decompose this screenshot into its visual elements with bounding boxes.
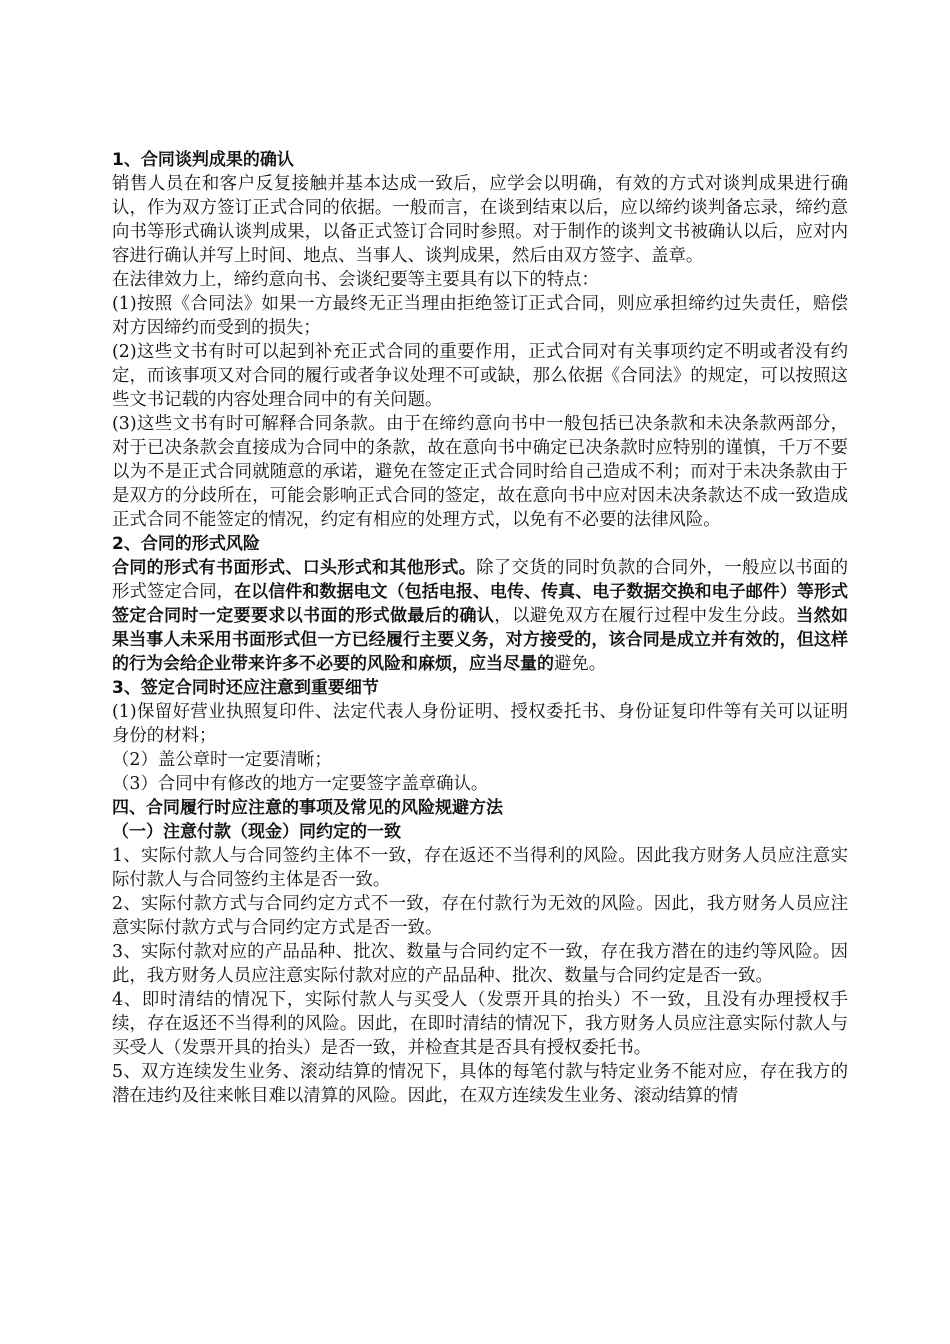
list-item: 5、双方连续发生业务、滚动结算的情况下，具体的每笔付款与特定业务不能对应，存在我方的潜在违约及往来帐目难以清算的风险。因此，在双方连续发生业务、滚动结算的情 [112,1062,848,1106]
document-body [112,148,848,1108]
list-item: (1)保留好营业执照复印件、法定代表人身份证明、授权委托书、身份证复印件等有关可以证明身份的材料； [112,702,848,746]
section-heading-3: 3、签定合同时还应注意到重要细节 [112,678,379,698]
paragraph: 销售人员在和客户反复接触并基本达成一致后，应学会以明确，有效的方式对谈判成果进行确认，作为双方签订正式合同的依据。一般而言，在谈到结束以后，应以缔约谈判备忘录，缔约意向书等形式确认谈判成果，以备正式签订合同时参照。对于制作的谈判文书被确认以后，应对内容进行确认并写上时间、地点、当事人、谈判成果，然后由双方签字、盖章。 [112,174,848,266]
bold-run: 当然如果当事人未采用书面形式但一方已经履行主要义务，对方接受的，该合同是成立并有效的，但这样的行为会给企业带来许多不必要的风险和麻烦，应当尽量的 [112,606,848,674]
paragraph [112,556,848,676]
text-run: ，以避免双方在履行过程中发生分歧。 [494,606,797,626]
list-item: 1、实际付款人与合同签约主体不一致，存在返还不当得利的风险。因此我方财务人员应注意实际付款人与合同签约主体是否一致。 [112,846,848,890]
list-item: 2、实际付款方式与合同约定方式不一致，存在付款行为无效的风险。因此，我方财务人员应注意实际付款方式与合同约定方式是否一致。 [112,894,848,938]
list-item: 4、即时清结的情况下，实际付款人与买受人（发票开具的抬头）不一致，且没有办理授权手续，存在返还不当得利的风险。因此，在即时清结的情况下，我方财务人员应注意实际付款人与买受人（发票开具的抬头）是否一致，并检查其是否具有授权委托书。 [112,990,848,1058]
text-run: 避免。 [554,654,607,674]
section-heading-2: 2、合同的形式风险 [112,534,260,554]
section-heading-1: 1、合同谈判成果的确认 [112,150,294,170]
list-item: （2）盖公章时一定要清晰； [112,750,332,770]
bold-run: 在以信件和数据电文（包括电报、电传、传真、电子数据交换和电子邮件）等形式签定合同时一定要要求以书面的形式做最后的确认 [112,582,848,626]
list-item: (2)这些文书有时可以起到补充正式合同的重要作用，正式合同对有关事项约定不明或者没有约定，而该事项又对合同的履行或者争议处理不可或缺，那么依据《合同法》的规定，可以按照这些文书记载的内容处理合同中的有关问题。 [112,342,848,410]
subsection-heading: （一）注意付款（现金）同约定的一致 [112,822,401,842]
paragraph: 在法律效力上，缔约意向书、会谈纪要等主要具有以下的特点： [112,270,599,290]
list-item: (3)这些文书有时可解释合同条款。由于在缔约意向书中一般包括已决条款和未决条款两部分，对于已决条款会直接成为合同中的条款，故在意向书中确定已决条款时应特别的谨慎，千万不要以为不是正式合同就随意的承诺，避免在签定正式合同时给自己造成不利；而对于未决条款由于是双方的分歧所在，可能会影响正式合同的签定，故在意向书中应对因未决条款达不成一致造成正式合同不能签定的情况，约定有相应的处理方式，以免有不必要的法律风险。 [112,414,848,530]
text-run: 除了交货的同时负款的合同外，一般应以书面的形式签定合同， [112,558,848,602]
list-item: （3）合同中有修改的地方一定要签字盖章确认。 [112,774,489,794]
bold-run: 合同的形式有书面形式、口头形式和其他形式。 [112,558,477,578]
list-item: (1)按照《合同法》如果一方最终无正当理由拒绝签订正式合同，则应承担缔约过失责任，赔偿对方因缔约而受到的损失； [112,294,848,338]
section-heading-4: 四、合同履行时应注意的事项及常见的风险规避方法 [112,798,503,818]
list-item: 3、实际付款对应的产品品种、批次、数量与合同约定不一致，存在我方潜在的违约等风险。因此，我方财务人员应注意实际付款对应的产品品种、批次、数量与合同约定是否一致。 [112,942,848,986]
